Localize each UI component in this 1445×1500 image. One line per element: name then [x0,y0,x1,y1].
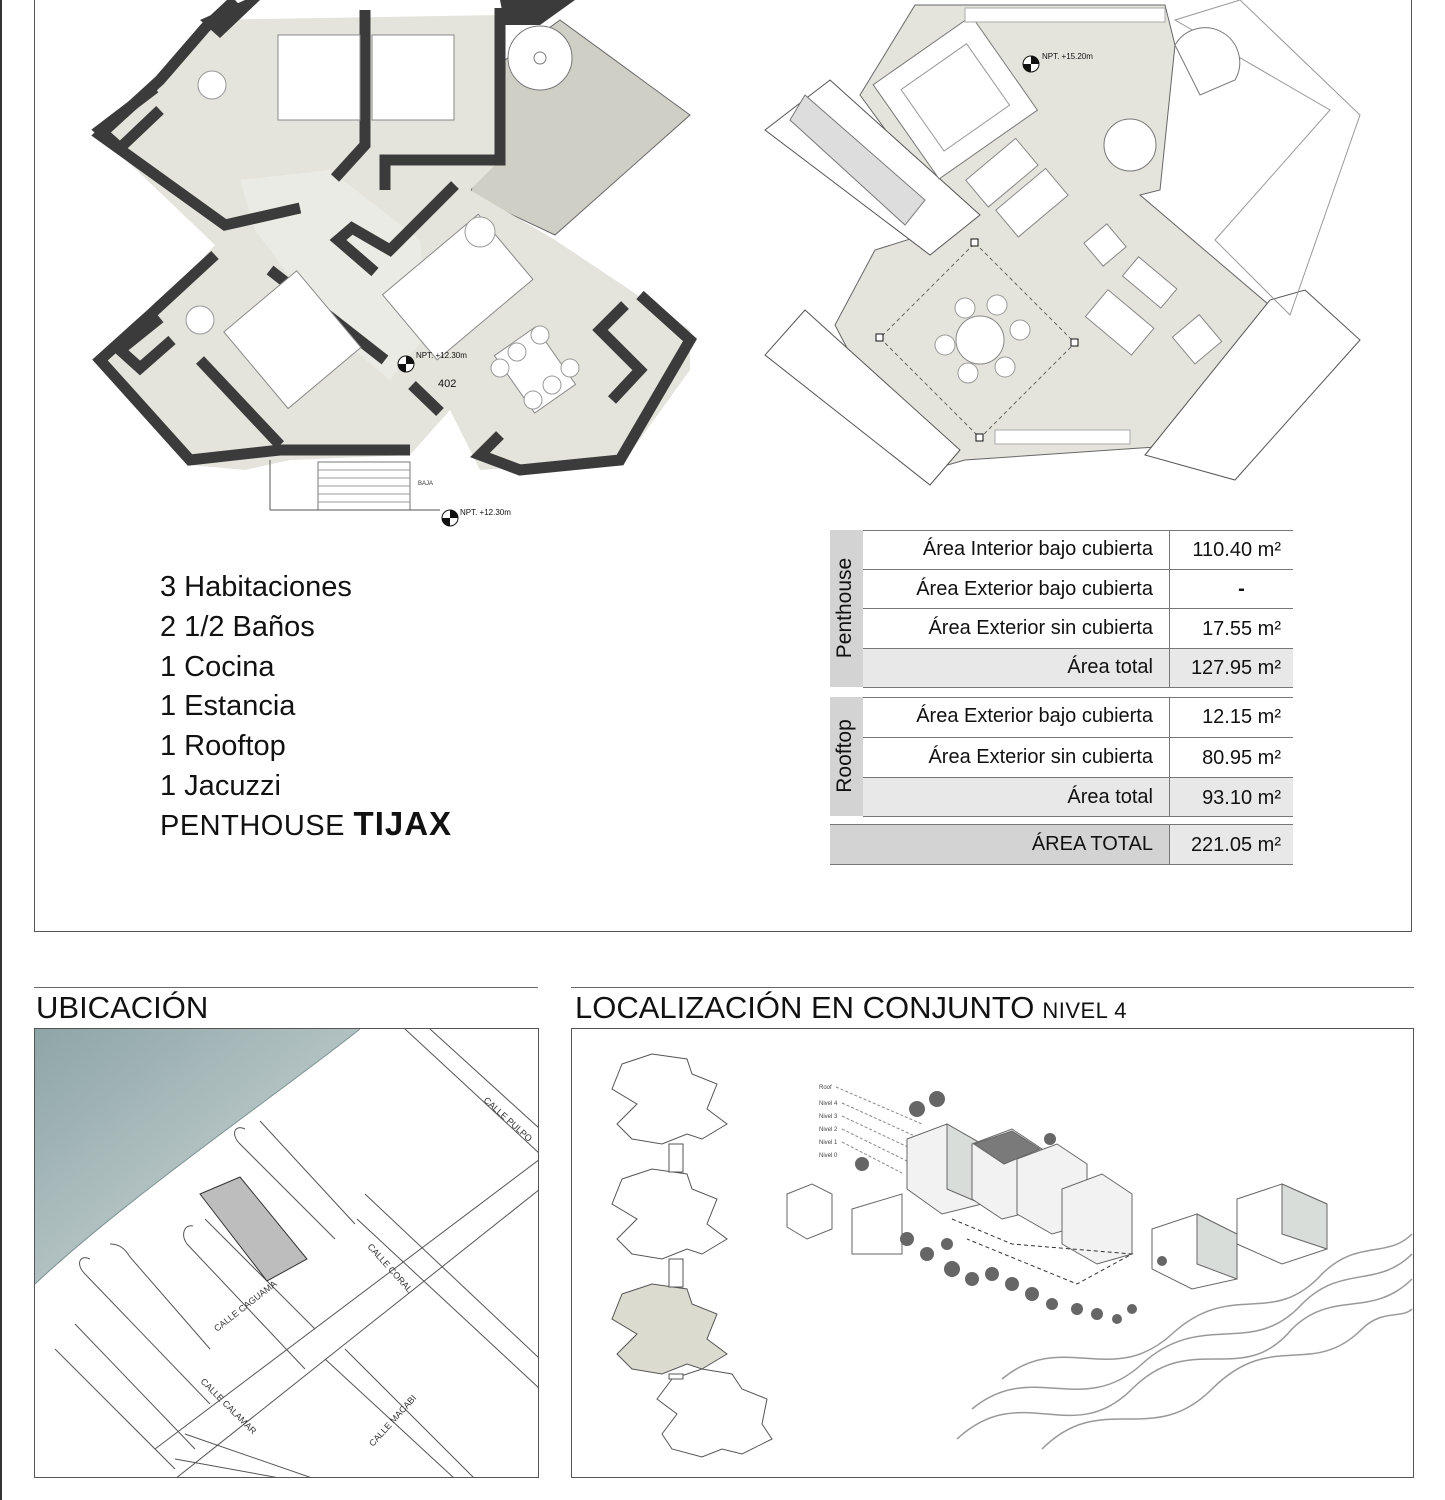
page-edge-line [0,0,2,1500]
rooftop-row-1-label: Área Exterior bajo cubierta [916,705,1153,727]
localizacion-title [575,990,1127,1026]
level-label-upper: NPT. +15.20m [1042,52,1093,61]
penthouse-row-1-label: Área Interior bajo cubierta [922,538,1153,560]
ubicacion-title: UBICACIÓN [36,990,209,1025]
grand-total-label: ÁREA TOTAL [1031,833,1153,855]
penthouse-total-label: Área total [1067,656,1153,678]
amenity-rooftop: 1 Rooftop [160,730,286,762]
level-label-3: Nivel 3 [819,1114,838,1120]
localizacion-rule [571,987,1414,988]
street-label-calamar: CALLE CALAMAR [198,1376,259,1437]
level-label-1: Nivel 1 [819,1140,838,1146]
street-label-pulpo: CALLE PULPO [481,1095,535,1144]
penthouse-row-2-value: - [1238,578,1245,600]
penthouse-row-1-value: 110.40 m² [1192,539,1281,561]
amenity-bathrooms: 2 1/2 Baños [160,611,315,643]
penthouse-row-2-label: Área Exterior bajo cubierta [916,578,1153,600]
bed-2 [372,35,454,120]
localizacion-subtitle: NIVEL 4 [1042,998,1127,1023]
level-label-entry: NPT. +12.30m [460,508,511,517]
planter-south [995,430,1130,444]
axonometric-buildings [787,1124,1327,1289]
project-lot [200,1177,307,1281]
unit-number: 402 [438,378,457,390]
key-plan [612,1054,772,1457]
ubicacion-rule [34,987,538,988]
amenity-jacuzzi: 1 Jacuzzi [160,770,281,802]
armchair-3 [465,217,495,247]
rooftop-row-1-value: 12.15 m² [1202,706,1281,728]
rooftop-row-2-label: Área Exterior sin cubierta [928,746,1153,768]
amenity-bedrooms: 3 Habitaciones [160,571,352,603]
brand-prefix: PENTHOUSE [160,810,345,842]
location-map [34,1028,539,1478]
street-label-coral: CALLE CORAL [365,1241,415,1295]
penthouse-total-value: 127.95 m² [1190,657,1281,679]
bed-1 [278,35,360,120]
level-label-4: Nivel 4 [819,1101,838,1107]
stair-label: BAJA [418,481,434,487]
key-plan-highlight [612,1284,727,1374]
rooftop-plan [755,0,1370,495]
brand-title [160,805,452,843]
sea-area [35,1029,360,1284]
wall-corner-east [500,0,575,25]
rooftop-dining-table [956,316,1004,364]
level-label-roof: Roof [819,1085,832,1091]
rooftop-total-label: Área total [1067,786,1153,808]
amenity-kitchen: 1 Cocina [160,651,275,683]
rooftop-row-2-value: 80.95 m² [1202,747,1281,769]
rooftop-spiral-stair [1104,119,1156,171]
level-label-2: Nivel 2 [819,1127,838,1133]
street-label-macabi: CALLE MACABI [367,1392,419,1449]
grand-total-value: 221.05 m² [1190,834,1281,856]
rooftop-group-label: Rooftop [833,719,856,793]
rooftop-total-value: 93.10 m² [1202,787,1281,809]
site-context-panel [571,1028,1414,1478]
planter-north [965,8,1165,22]
armchair-2 [186,306,214,334]
penthouse-floor-plan [80,0,720,545]
brand-name: TIJAX [353,805,453,842]
armchair-1 [198,71,226,99]
street-label-caguama: CALLE CAGUAMA [212,1278,279,1334]
level-label-0: Nivel 0 [819,1153,838,1159]
localizacion-title-text: LOCALIZACIÓN EN CONJUNTO [575,990,1035,1025]
penthouse-row-3-label: Área Exterior sin cubierta [928,617,1153,639]
amenity-living: 1 Estancia [160,690,296,722]
penthouse-group-label: Penthouse [833,557,856,659]
level-label-lower: NPT. +12.30m [416,351,467,360]
penthouse-row-3-value: 17.55 m² [1202,618,1281,640]
